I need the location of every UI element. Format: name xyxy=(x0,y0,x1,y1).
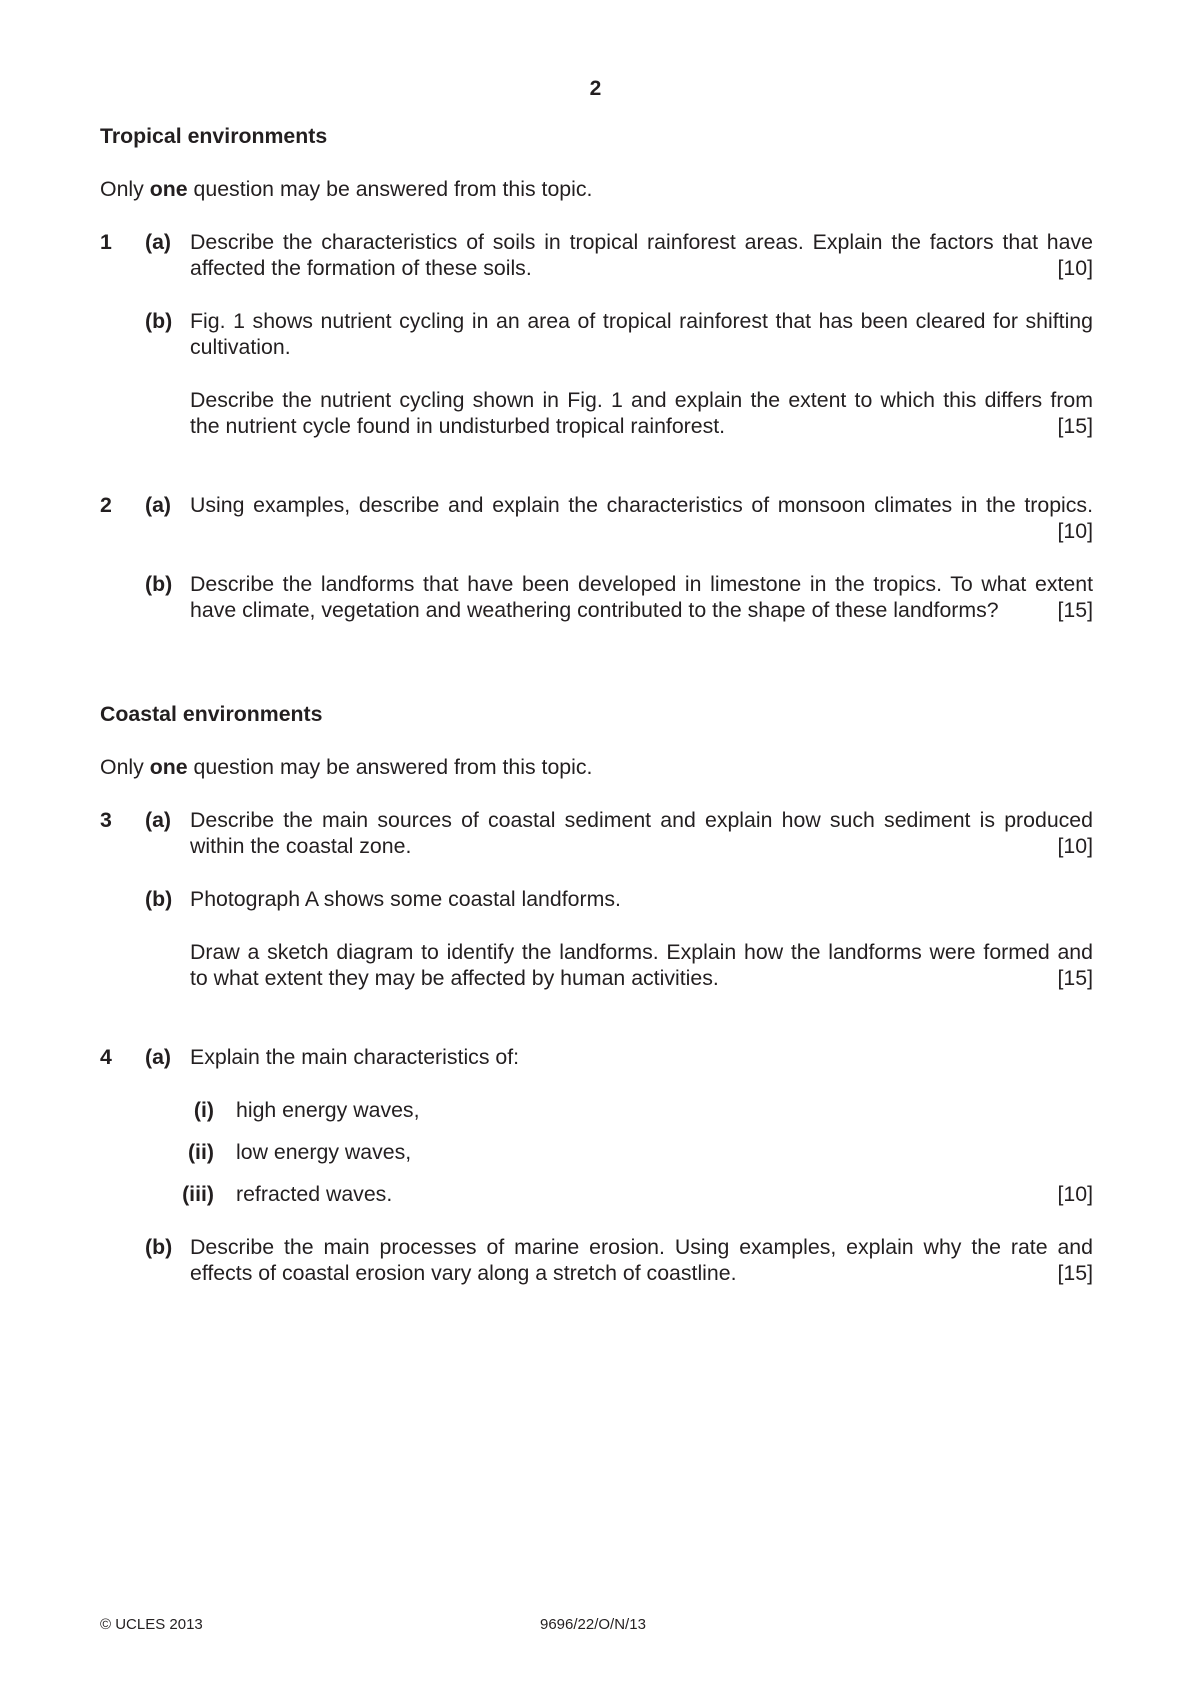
footer-copyright: © UCLES 2013 xyxy=(100,1616,203,1633)
section-intro-tropical: Only one question may be answered from this topic. xyxy=(100,177,593,201)
part-label-2a: (a) xyxy=(145,493,172,517)
question-number-4: 4 xyxy=(100,1045,112,1069)
question-number-1: 1 xyxy=(100,230,112,254)
q1a-marks: [10] xyxy=(1057,256,1093,280)
q4b-text-line2: effects of coastal erosion vary along a stretch of coastline. [15] xyxy=(190,1261,1093,1285)
question-number-2: 2 xyxy=(100,493,112,517)
q1b-para2-line1: Describe the nutrient cycling shown in Fig. 1 and explain the extent to which this differs from xyxy=(190,388,1093,412)
q2b-text-line1: Describe the landforms that have been developed in limestone in the tropics. To what extent xyxy=(190,572,1093,596)
q4a-text-line1: Explain the main characteristics of: xyxy=(190,1045,520,1069)
q3a-marks: [10] xyxy=(1057,834,1093,858)
q1b-marks: [15] xyxy=(1057,414,1093,438)
sub-text-i: high energy waves, xyxy=(236,1098,420,1122)
q2b-marks: [15] xyxy=(1057,598,1093,622)
q2b-text-line2: have climate, vegetation and weathering contributed to the shape of these landforms? [15] xyxy=(190,598,1093,622)
part-label-4b: (b) xyxy=(145,1235,173,1259)
sub-label-ii: (ii) xyxy=(187,1140,214,1164)
q3b-para2-line2: to what extent they may be affected by human activities. [15] xyxy=(190,966,1093,990)
page-number: 2 xyxy=(589,77,602,100)
sub-text-ii: low energy waves, xyxy=(236,1140,412,1164)
part-label-3b: (b) xyxy=(145,887,173,911)
section-heading-coastal: Coastal environments xyxy=(100,702,323,726)
part-label-3a: (a) xyxy=(145,808,172,832)
q4b-text-line1: Describe the main processes of marine erosion. Using examples, explain why the rate and xyxy=(190,1235,1093,1259)
q3a-text-line1: Describe the main sources of coastal sediment and explain how such sediment is produced xyxy=(190,808,1093,832)
q1b-para1-line1: Fig. 1 shows nutrient cycling in an area of tropical rainforest that has been cleared for shifting xyxy=(190,309,1093,333)
q3b-para1-line1: Photograph A shows some coastal landforms. xyxy=(190,887,621,911)
section-intro-coastal: Only one question may be answered from this topic. xyxy=(100,755,593,779)
question-number-3: 3 xyxy=(100,808,112,832)
footer-paper-code: 9696/22/O/N/13 xyxy=(540,1616,646,1633)
sub-label-i: (i) xyxy=(193,1098,214,1122)
part-label-1b: (b) xyxy=(145,309,173,333)
q1a-text-line2: affected the formation of these soils. [10] xyxy=(190,256,1093,280)
q4a-marks: [10] xyxy=(1057,1182,1093,1206)
q1a-text-line1: Describe the characteristics of soils in tropical rainforest areas. Explain the factors that have xyxy=(190,230,1093,254)
q1b-para2-line2: the nutrient cycle found in undisturbed tropical rainforest. [15] xyxy=(190,414,1093,438)
part-label-1a: (a) xyxy=(145,230,172,254)
sub-text-iii: refracted waves. xyxy=(236,1182,393,1206)
q1b-para1-line2: cultivation. xyxy=(190,335,291,359)
section-heading-tropical: Tropical environments xyxy=(100,124,328,148)
q3a-text-line2: within the coastal zone. [10] xyxy=(190,834,1093,858)
q3b-marks: [15] xyxy=(1057,966,1093,990)
q2a-text-line1: Using examples, describe and explain the characteristics of monsoon climates in the tropics. xyxy=(190,493,1093,517)
part-label-4a: (a) xyxy=(145,1045,172,1069)
part-label-2b: (b) xyxy=(145,572,173,596)
q4b-marks: [15] xyxy=(1057,1261,1093,1285)
sub-label-iii: (iii) xyxy=(182,1182,214,1206)
q3b-para2-line1: Draw a sketch diagram to identify the landforms. Explain how the landforms were formed and xyxy=(190,940,1093,964)
q2a-marks: [10] xyxy=(1057,519,1093,543)
